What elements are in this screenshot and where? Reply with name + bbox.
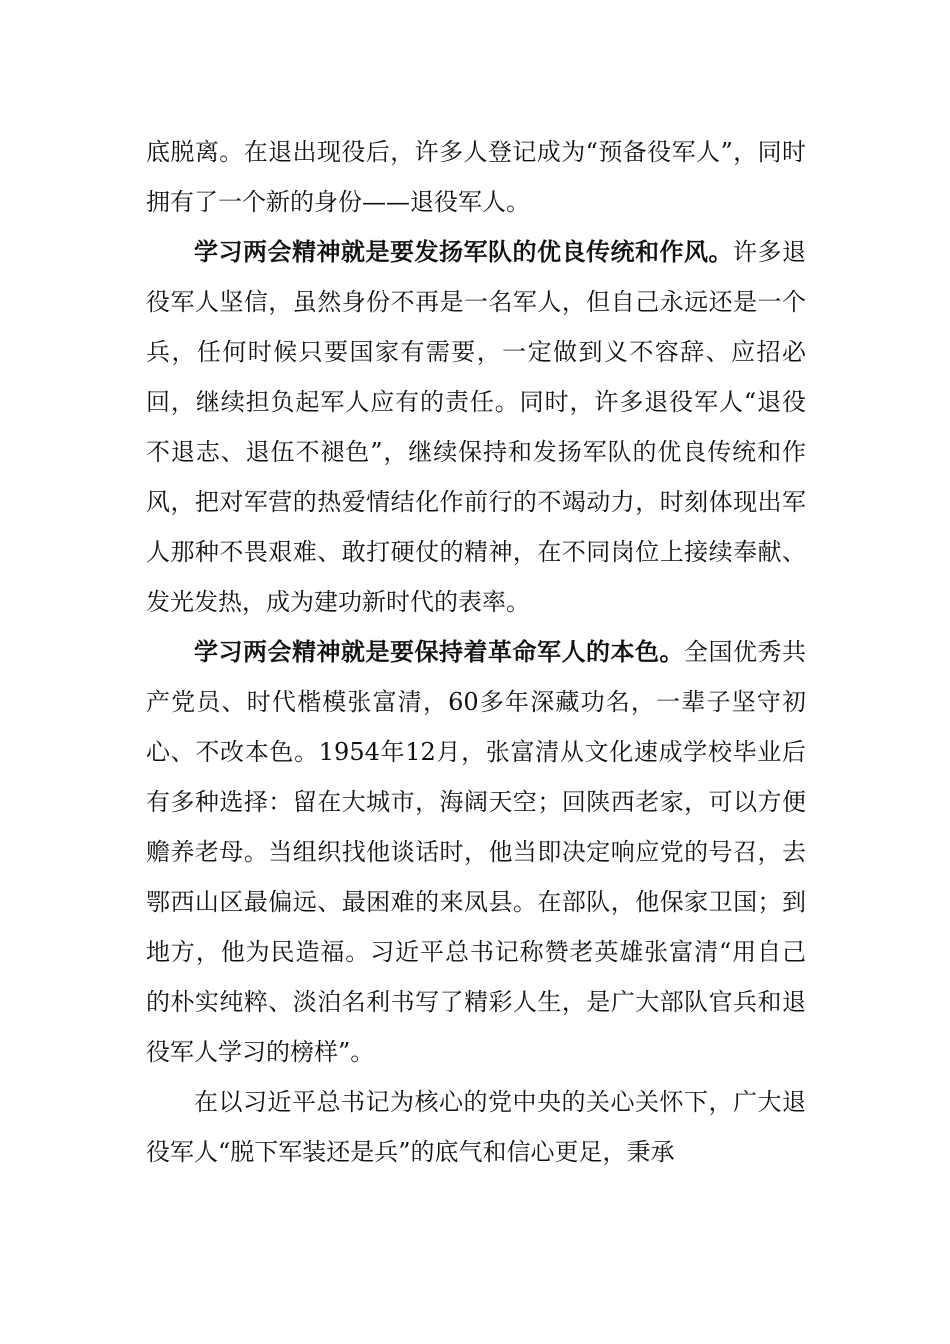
document-page <box>146 127 806 1177</box>
paragraph-body: 全国优秀共产党员、时代楷模张富清，60多年深藏功名，一辈子坚守初心、不改本色。1954年12月，张富清从文化速成学校毕业后有多种选择：留在大城市，海阔天空；回陕西老家，可以方便赡养老母。当组织找他谈话时，他当即决定响应党的号召，去鄂西山区最偏远、最困难的来凤县。在部队，他保家卫国；到地方，他为民造福。习近平总书记称赞老英雄张富清“用自己的朴实纯粹、淡泊名利书写了精彩人生，是广大部队官兵和退役军人学习的榜样”。 <box>146 638 806 1066</box>
paragraph-true-colors <box>146 627 806 1077</box>
paragraph-closing: 在以习近平总书记为核心的党中央的关心关怀下，广大退役军人“脱下军装还是兵”的底气和信心更足，秉承 <box>146 1088 806 1166</box>
paragraph-body: 许多退役军人坚信，虽然身份不再是一名军人，但自己永远还是一个兵，任何时候只要国家有需要，一定做到义不容辞、应招必回，继续担负起军人应有的责任。同时，许多退役军人“退役不退志、退伍不褪色”，继续保持和发扬军队的优良传统和作风，把对军营的热爱情结化作前行的不竭动力，时刻体现出军人那种不畏艰难、敢打硬仗的精神，在不同岗位上接续奉献、发光发热，成为建功新时代的表率。 <box>146 238 806 616</box>
paragraph-heading: 学习两会精神就是要保持着革命军人的本色。 <box>194 637 684 666</box>
paragraph-tradition <box>146 227 806 627</box>
paragraph-continuation: 底脱离。在退出现役后，许多人登记成为“预备役军人”，同时拥有了一个新的身份——退役军人。 <box>146 138 806 216</box>
paragraph-heading: 学习两会精神就是要发扬军队的优良传统和作风。 <box>194 237 733 266</box>
